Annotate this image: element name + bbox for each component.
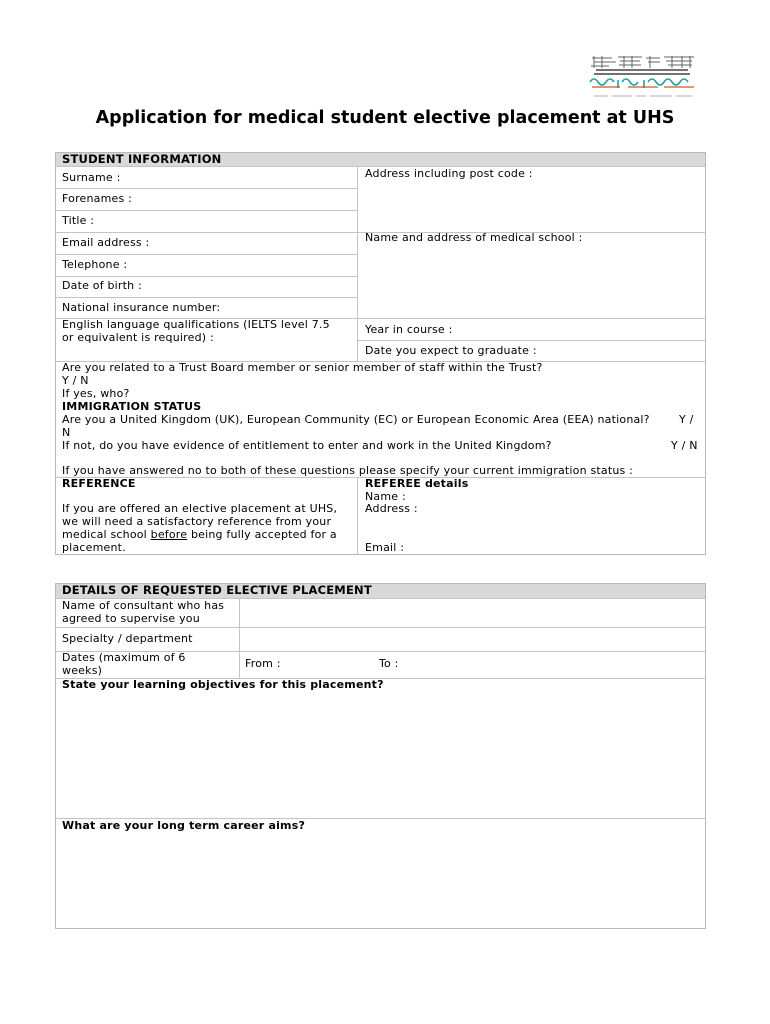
referee-name-label[interactable]: Name : (365, 490, 406, 503)
year-in-course-label[interactable]: Year in course : (365, 323, 453, 336)
surname-label[interactable]: Surname : (62, 171, 121, 184)
immigration-question-2: If not, do you have evidence of entitlement to enter and work in the United Kingdom? (62, 439, 552, 452)
placement-heading: DETAILS OF REQUESTED ELECTIVE PLACEMENT (62, 583, 372, 597)
telephone-label[interactable]: Telephone : (62, 258, 128, 271)
dates-label-2: weeks) (62, 664, 103, 677)
email-label[interactable]: Email address : (62, 236, 150, 249)
date-to-label[interactable]: To : (379, 657, 399, 670)
consultant-label-2: agreed to supervise you (62, 612, 200, 625)
dob-label[interactable]: Date of birth : (62, 279, 142, 292)
related-who-label[interactable]: If yes, who? (62, 387, 130, 400)
title-label[interactable]: Title : (62, 214, 95, 227)
immigration-question-1: Are you a United Kingdom (UK), European Community (EC) or European Economic Area (EEA) national? (62, 413, 650, 426)
referee-address-label[interactable]: Address : (365, 502, 418, 515)
reference-text-1: If you are offered an elective placement at UHS, (62, 502, 338, 515)
immigration-q1-yes-no-cont[interactable]: N (62, 426, 71, 439)
reference-heading: REFERENCE (62, 477, 136, 490)
address-label[interactable]: Address including post code : (365, 167, 533, 180)
student-info-heading: STUDENT INFORMATION (62, 152, 222, 166)
career-aims-label[interactable]: What are your long term career aims? (62, 819, 306, 832)
trust-logo (588, 52, 702, 104)
referee-details-heading: REFEREE details (365, 477, 469, 490)
medical-school-label[interactable]: Name and address of medical school : (365, 231, 583, 244)
immigration-heading: IMMIGRATION STATUS (62, 400, 202, 413)
graduation-date-label[interactable]: Date you expect to graduate : (365, 344, 537, 357)
page-title: Application for medical student elective placement at UHS (95, 108, 675, 128)
learning-objectives-label[interactable]: State your learning objectives for this placement? (62, 678, 384, 691)
specialty-label: Specialty / department (62, 632, 193, 645)
immigration-question-3[interactable]: If you have answered no to both of these questions please specify your current immigration status : (62, 464, 634, 477)
reference-text-2: we will need a satisfactory reference from your (62, 515, 332, 528)
english-qualification-label-1[interactable]: English language qualifications (IELTS level 7.5 (62, 318, 330, 331)
immigration-q1-yes-no[interactable]: Y / (679, 413, 694, 426)
related-question: Are you related to a Trust Board member or senior member of staff within the Trust? (62, 361, 543, 374)
dates-label-1: Dates (maximum of 6 (62, 651, 186, 664)
immigration-q2-yes-no[interactable]: Y / N (671, 439, 698, 452)
consultant-label-1: Name of consultant who has (62, 599, 225, 612)
reference-text-3: medical school before being fully accepted for a (62, 528, 337, 541)
reference-text-4: placement. (62, 541, 126, 554)
related-yes-no[interactable]: Y / N (62, 374, 89, 387)
referee-email-label[interactable]: Email : (365, 541, 405, 554)
date-from-label[interactable]: From : (245, 657, 281, 670)
forenames-label[interactable]: Forenames : (62, 192, 133, 205)
english-qualification-label-2: or equivalent is required) : (62, 331, 214, 344)
ni-number-label[interactable]: National insurance number: (62, 301, 221, 314)
